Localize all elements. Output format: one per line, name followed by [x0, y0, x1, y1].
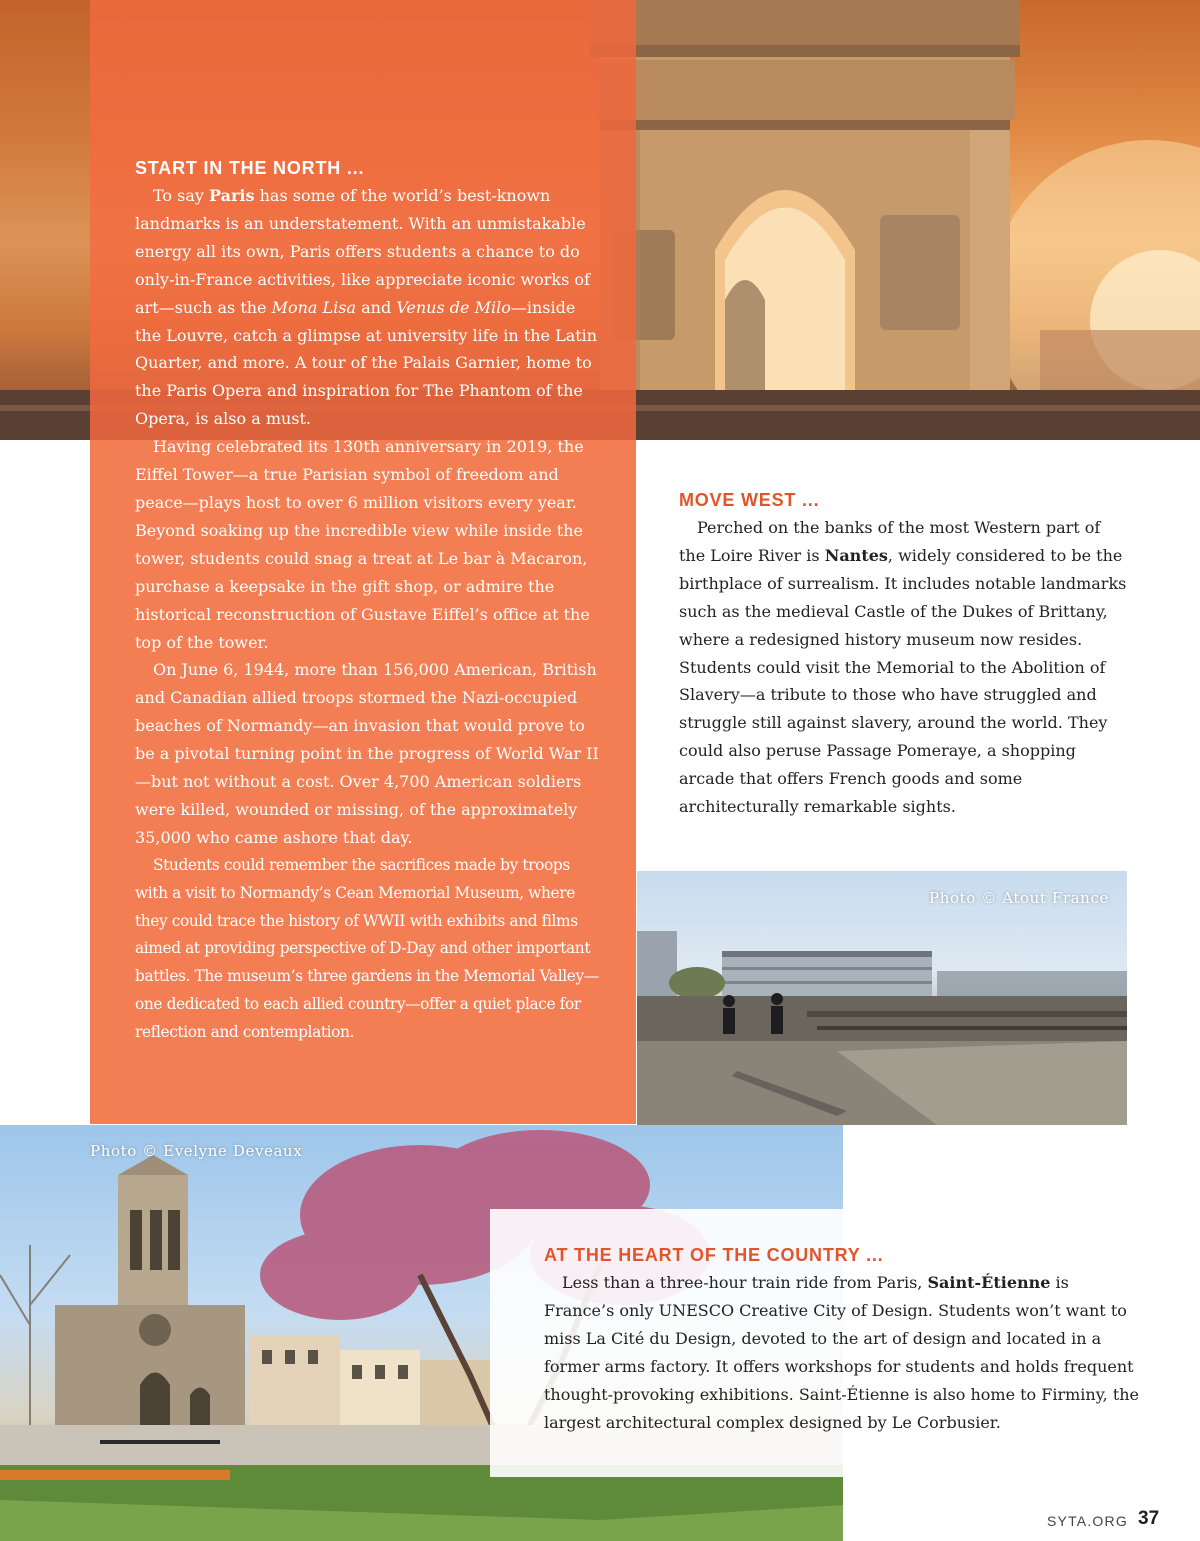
nantes-paragraph [679, 514, 1129, 821]
nantes-illustration [637, 871, 1127, 1125]
page-number: 37 [1138, 1508, 1160, 1529]
normandy-paragraph: On June 6, 1944, more than 156,000 American, British and Canadian allied troops stormed the Nazi-occupied beaches of Normandy—an invasion that would prove to be a pivotal turning point in the progress of World War II—but not without a cost. Over 4,700 American soldiers were killed, wounded or missing, of the approximately 35,000 who came ashore that day. [135, 660, 599, 847]
paris-paragraph [135, 182, 605, 433]
paris-paragraph-text: and [356, 297, 397, 317]
memorial-paragraph: Students could remember the sacrifices made by troops with a visit to Normandy’s Cean Memorial Museum, where they could trace the history of WWII with exhibits and films aimed at providing perspective of D-Day and other important battles. The museum’s three gardens in the Memorial Valley—one dedicated to each allied country—offer a quiet place for reflection and contemplation. [135, 855, 599, 1042]
nantes-photo-credit: Photo © Atout France [929, 889, 1109, 907]
footer-site-name: SYTA.ORG [1047, 1513, 1128, 1529]
saint-etienne-photo-credit: Photo © Evelyne Deveaux [90, 1142, 303, 1160]
nantes-paragraph-text: Perched on the banks of the most Western part of the Loire River is [679, 518, 1101, 565]
west-section [679, 488, 1129, 821]
nantes-photo [637, 871, 1127, 1125]
saint-etienne-paragraph-text: is France’s only UNESCO Creative City of Design. Students won’t want to miss La Cité du Design, devoted to the art of design and located in a former arms factory. It offers workshops for students and holds frequent thought-provoking exhibitions. Saint-Étienne is also home to Firminy, the largest architectural complex designed by Le Corbusier. [544, 1273, 1140, 1432]
eiffel-paragraph: Having celebrated its 130th anniversary in 2019, the Eiffel Tower—a true Parisian symbol of freedom and peace—plays host to over 6 million visitors every year. Beyond soaking up the incredible view while inside the tower, students could snag a treat at Le bar à Macaron, purchase a keepsake in the gift shop, or admire the historical reconstruction of Gustave Eiffel’s office at the top of the tower. [135, 437, 590, 652]
heart-section [544, 1243, 1144, 1437]
mona-lisa-title: Mona Lisa [271, 297, 357, 317]
nantes-paragraph-text: , widely considered to be the birthplace of surrealism. It includes notable landmarks such as the medieval Castle of the Dukes of Brittany, where a redesigned history museum now resides. Students could visit the Memorial to the Abolition of Slavery—a tribute to those who have struggled and struggle still against slavery, around the world. They could also peruse Passage Pomeraye, a shopping arcade that offers French goods and some architecturally remarkable sights. [679, 545, 1127, 817]
west-heading: MOVE WEST ... [679, 490, 820, 510]
paris-name: Paris [209, 186, 255, 205]
venus-de-milo-title: Venus de Milo [396, 297, 511, 317]
heart-heading: AT THE HEART OF THE COUNTRY ... [544, 1245, 884, 1265]
paris-paragraph-text: To say [153, 186, 210, 205]
saint-etienne-paragraph-text: Less than a three-hour train ride from Paris, [562, 1273, 928, 1292]
saint-etienne-paragraph [544, 1269, 1144, 1437]
saint-etienne-name: Saint-Étienne [927, 1273, 1051, 1292]
nantes-name: Nantes [824, 545, 888, 565]
paris-paragraph-text: —inside the Louvre, catch a glimpse at university life in the Latin Quarter, and more. A tour of the Palais Garnier, home to the Paris Opera and inspiration for The Phantom of the Opera, is also a must. [135, 297, 598, 429]
paris-paragraph-text: has some of the world’s best-known landmarks is an understatement. With an unmistakable energy all its own, Paris offers students a chance to do only-in-France activities, like appreciate iconic works of art—such as the [135, 186, 590, 317]
north-heading: START IN THE NORTH ... [135, 158, 365, 178]
north-section [135, 156, 605, 1047]
